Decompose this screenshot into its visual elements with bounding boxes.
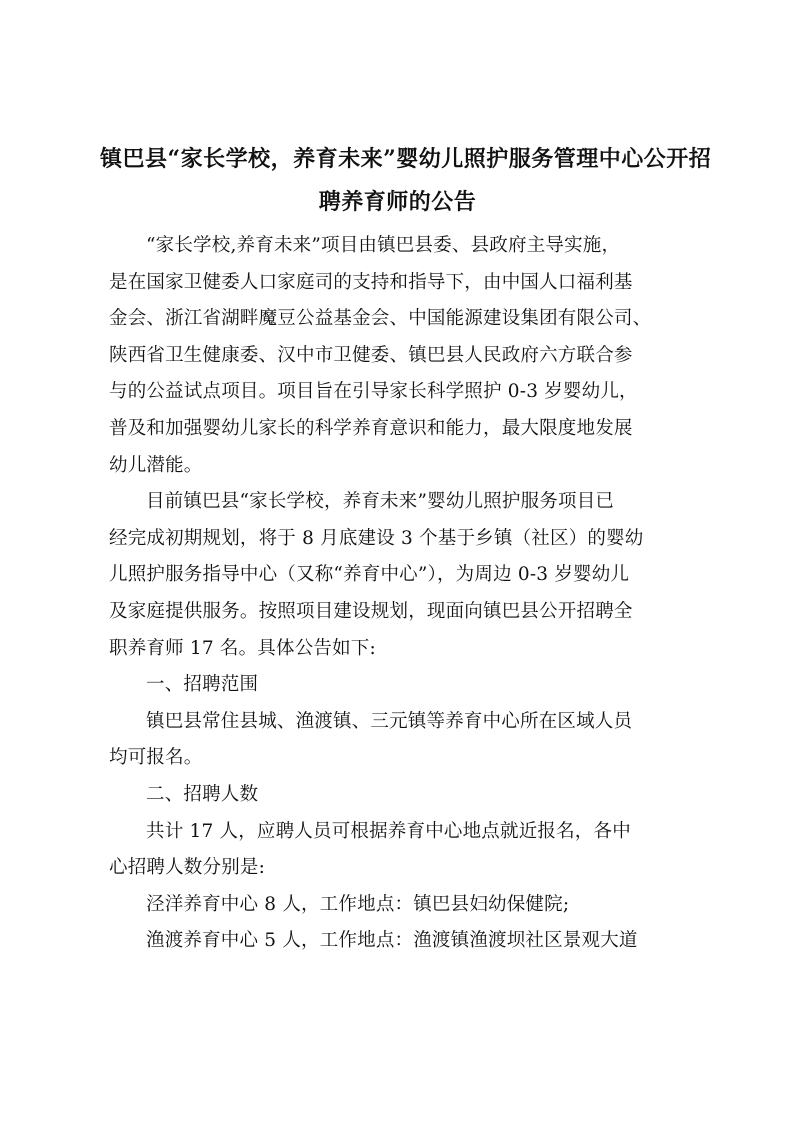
text-line: 是在国家卫健委人口家庭司的支持和指导下，由中国人口福利基: [109, 271, 633, 293]
document-title: [100, 138, 712, 224]
title-line: 聘养育师的公告: [318, 189, 477, 215]
paragraph-center-jingyang: [109, 887, 689, 924]
text-line: 二、招聘人数: [146, 783, 259, 805]
text-line: 儿照护服务指导中心（又称“养育中心”），为周边 0-3 岁婴幼儿: [109, 564, 630, 586]
text-line: 及家庭提供服务。按照项目建设规划，现面向镇巴县公开招聘全: [109, 600, 633, 622]
paragraph-scope: [109, 704, 689, 777]
paragraph-intro: [109, 228, 689, 484]
text-line: 泾洋养育中心 8 人，工作地点：镇巴县妇幼保健院;: [146, 893, 570, 915]
text-line: 幼儿潜能。: [109, 454, 203, 476]
document-body: [109, 228, 689, 960]
text-line: 心招聘人数分别是:: [109, 857, 266, 879]
paragraph-plan: [109, 484, 689, 667]
paragraph-center-yudu: [109, 923, 689, 960]
text-line: 普及和加强婴幼儿家长的科学养育意识和能力，最大限度地发展: [109, 417, 633, 439]
section-heading-headcount: [109, 777, 689, 814]
paragraph-headcount: [109, 814, 689, 887]
text-line: 经完成初期规划，将于 8 月底建设 3 个基于乡镇（社区）的婴幼: [109, 527, 644, 549]
text-line: 镇巴县常住县城、渔渡镇、三元镇等养育中心所在区域人员: [146, 710, 633, 732]
text-line: 一、招聘范围: [146, 674, 259, 696]
text-line: 均可报名。: [109, 747, 203, 769]
text-line: 渔渡养育中心 5 人，工作地点：渔渡镇渔渡坝社区景观大道: [146, 930, 638, 952]
text-line: 金会、浙江省湖畔魔豆公益基金会、中国能源建设集团有限公司、: [109, 308, 652, 330]
text-line: 目前镇巴县“家长学校，养育未来”婴幼儿照护服务项目已: [146, 491, 615, 513]
title-line: 镇巴县“家长学校，养育未来”婴幼儿照护服务管理中心公开招: [100, 146, 712, 172]
text-line: “家长学校,养育未来”项目由镇巴县委、县政府主导实施，: [146, 235, 621, 256]
section-heading-scope: [109, 667, 689, 704]
text-line: 职养育师 17 名。具体公告如下:: [109, 637, 376, 659]
text-line: 陕西省卫生健康委、汉中市卫健委、镇巴县人民政府六方联合参: [109, 344, 633, 366]
text-line: 共计 17 人，应聘人员可根据养育中心地点就近报名，各中: [146, 820, 631, 842]
text-line: 与的公益试点项目。项目旨在引导家长科学照护 0-3 岁婴幼儿，: [109, 381, 638, 403]
